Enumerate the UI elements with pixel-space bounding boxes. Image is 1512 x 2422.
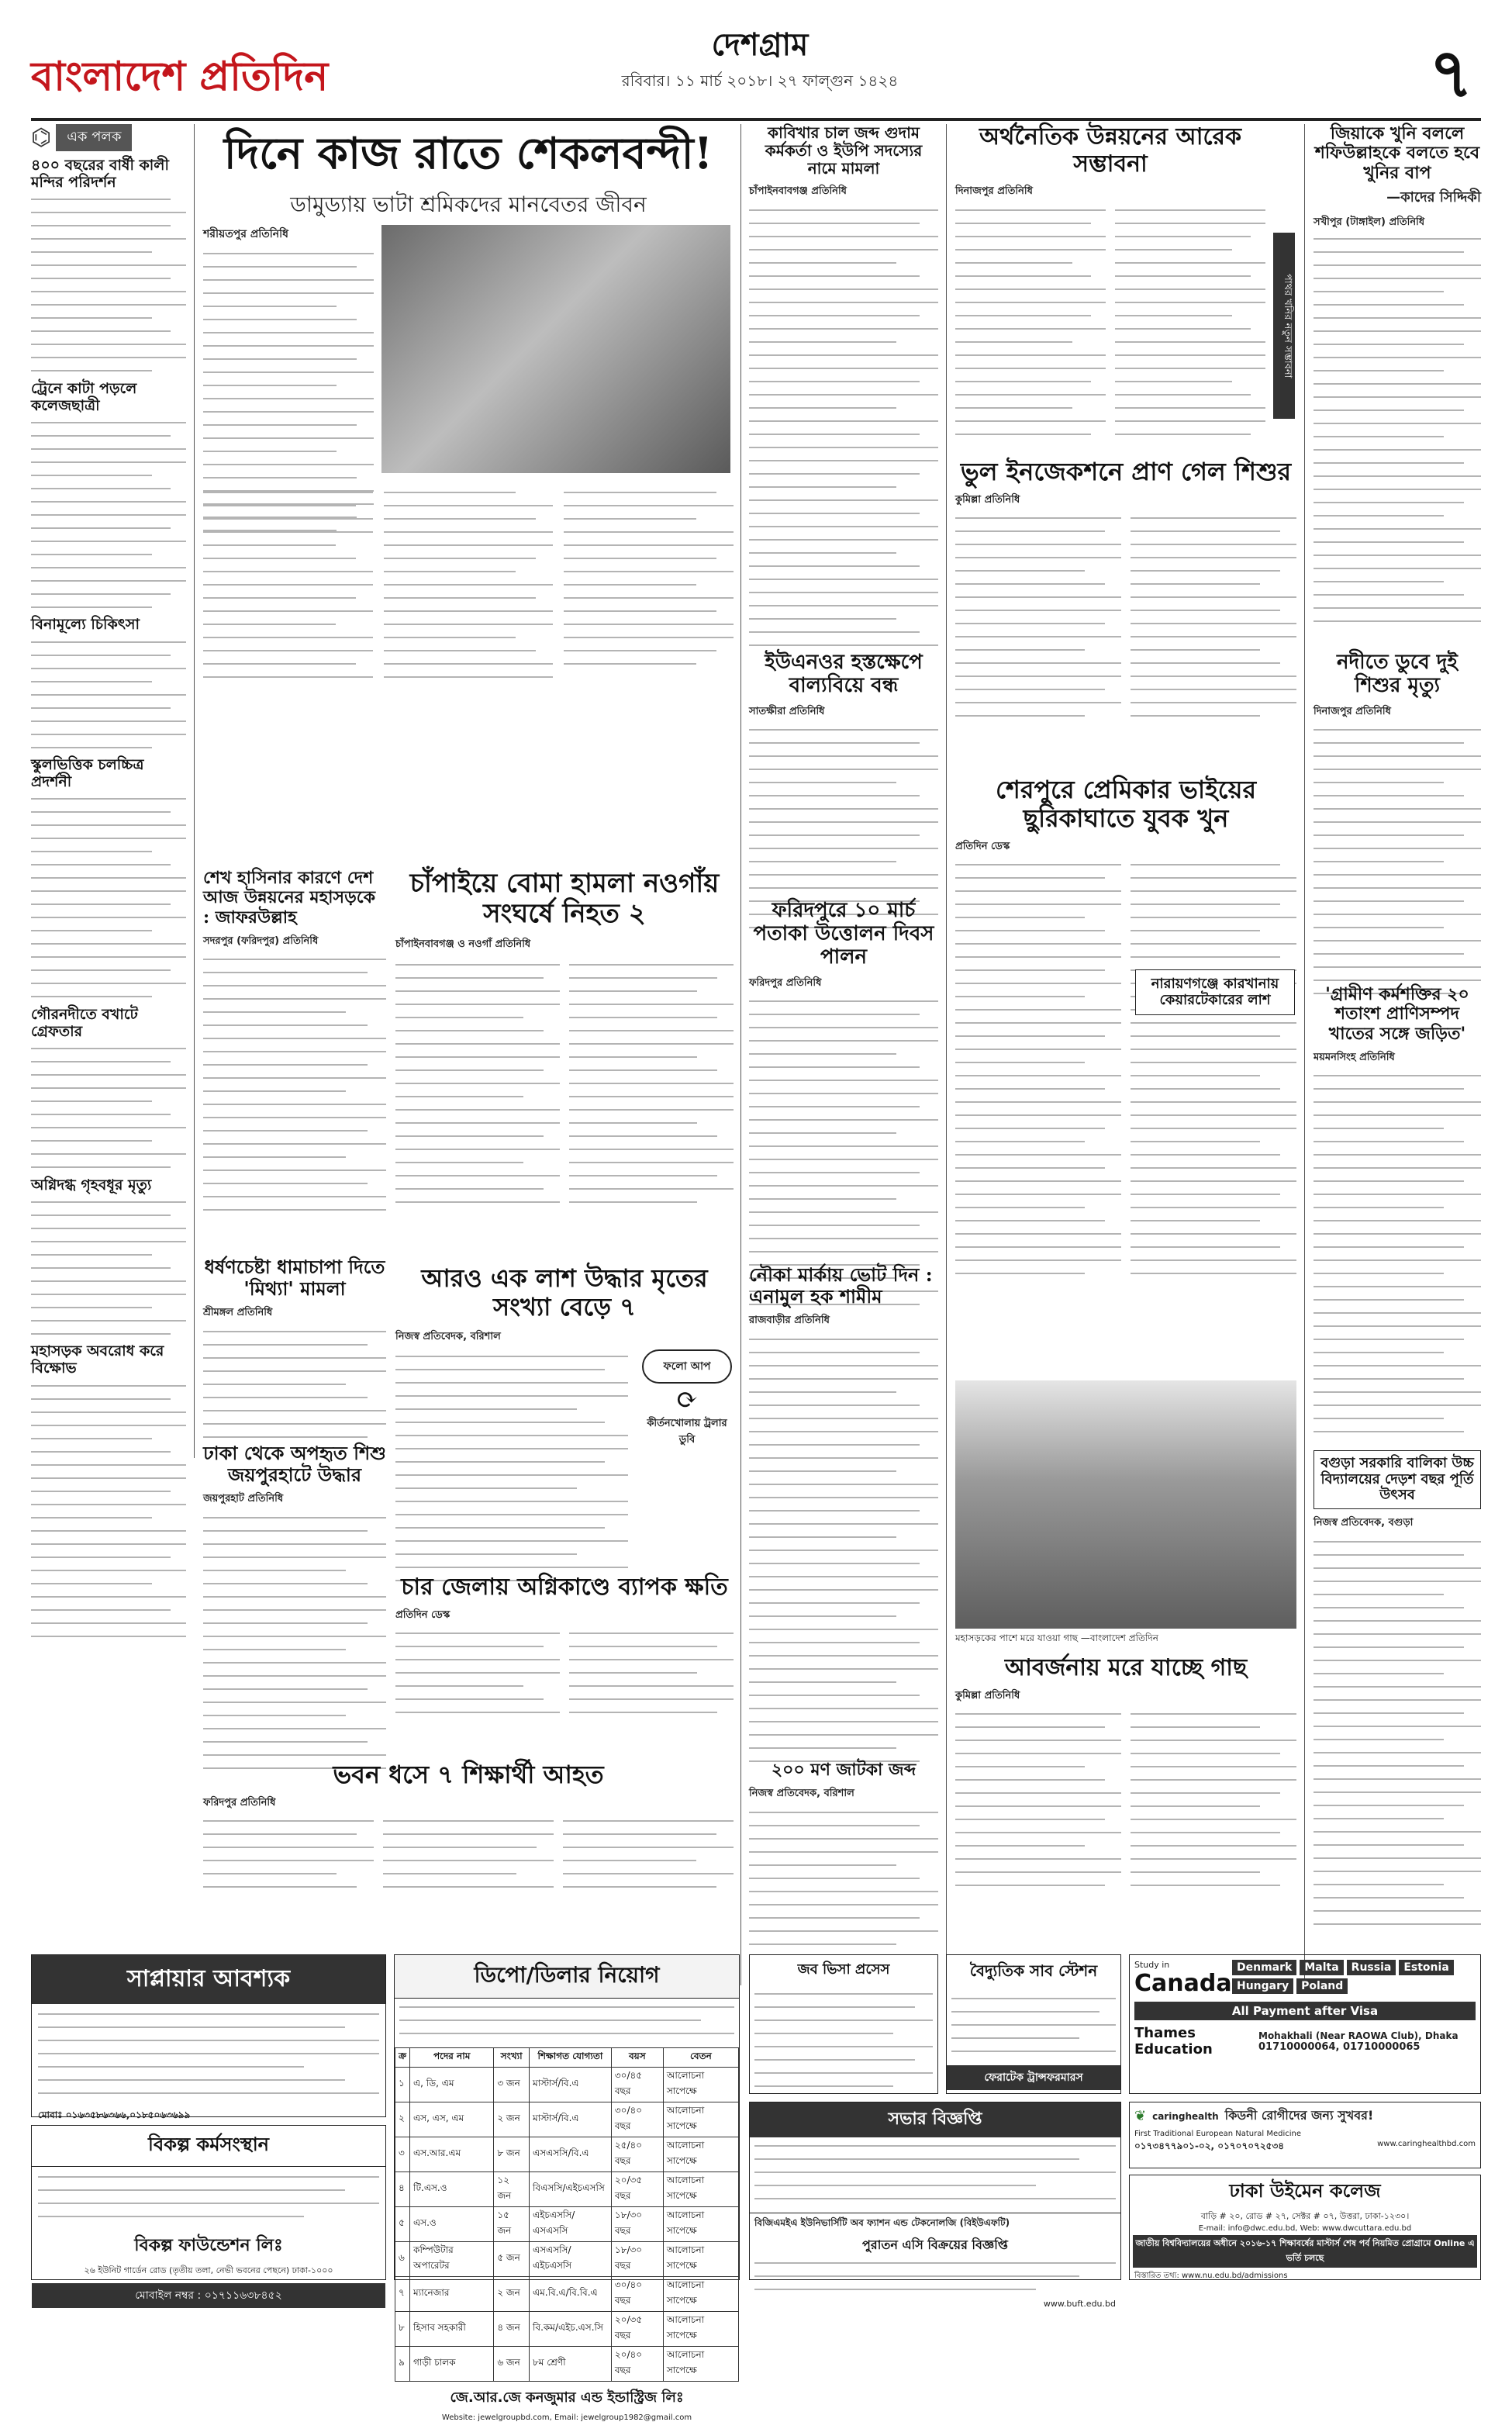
depot-table <box>395 2047 739 2382</box>
table-cell: ৩০/৪৫ বছর <box>611 2068 663 2102</box>
brief-item: ৪০০ বছরের বার্ষী কালী মন্দির পরিদর্শন <box>31 157 186 375</box>
brief-item: বিনামূল্যে চিকিৎসা <box>31 617 186 751</box>
story-rivers: নদীতে ডুবে দুই শিশুর মৃত্যু দিনাজপুর প্রতিনিধি <box>1314 651 1481 977</box>
story-economy: অর্থনৈতিক উন্নয়নের আরেক সম্ভাবনা দিনাজপুর প্রতিনিধি পাথর খনির নতুন সম্ভাবনা <box>955 124 1296 450</box>
table-cell: ম্যানেজার <box>410 2277 494 2312</box>
table-cell: ২ জন <box>494 2102 530 2137</box>
ad-visa: জব ভিসা প্রসেস <box>749 1954 938 2094</box>
table-cell: আলোচনা সাপেক্ষে <box>663 2068 738 2102</box>
country-tag: Russia <box>1347 1960 1396 1975</box>
table-cell: এইচএসসি/এসএসসি <box>529 2207 611 2242</box>
table-cell: এসএসসি/এইচএসসি <box>529 2242 611 2277</box>
country-tag: Poland <box>1296 1978 1348 1994</box>
trees-photo <box>955 1380 1296 1629</box>
ad-study: Study in Canada Denmark Malta Russia Estonia Hungary Poland All Payment after Visa Thames Education Mohakhali (Near RAOWA Club), Dhaka 01710000064, 01710000065 <box>1129 1954 1481 2094</box>
table-cell: আলোচনা সাপেক্ষে <box>663 2277 738 2312</box>
table-cell: আলোচনা সাপেক্ষে <box>663 2347 738 2382</box>
table-cell: ১৮/৩০ বছর <box>611 2242 663 2277</box>
table-cell: ৭ <box>395 2277 410 2312</box>
ad-supplier: সাপ্লায়ার আবশ্যক মোবাঃ ০১৬৩৫৮৬৩৬৬,০১৮৫০৬৩৬৯৯ <box>31 1954 386 2117</box>
table-cell: ৩০/৪০ বছর <box>611 2102 663 2137</box>
table-header: বয়স <box>611 2048 663 2068</box>
table-row <box>395 2347 739 2382</box>
table-cell: কম্পিউটার অপারেটর <box>410 2242 494 2277</box>
country-tag: Estonia <box>1399 1960 1453 1975</box>
brief-item: গৌরনদীতে বখাটে গ্রেফতার <box>31 1007 186 1171</box>
table-cell: ৩ জন <box>494 2068 530 2102</box>
lead-photo <box>381 225 730 473</box>
ad-substation: বৈদ্যুতিক সাব স্টেশন ফেরাটেক ট্রান্সফরমারস <box>946 1954 1121 2094</box>
newspaper-logo: বাংলাদেশ প্রতিদিন <box>31 54 329 100</box>
table-cell: আলোচনা সাপেক্ষে <box>663 2102 738 2137</box>
table-cell: ১২ জন <box>494 2172 530 2207</box>
table-cell: আলোচনা সাপেক্ষে <box>663 2312 738 2347</box>
page-number: ৭ <box>1428 33 1473 113</box>
swirl-icon: ⌬ <box>31 124 52 151</box>
table-cell: ৬ <box>395 2242 410 2277</box>
ad-alt-employment: বিকল্প কর্মসংস্থান বিকল্প ফাউন্ডেশন লিঃ ২৬ ইউনিট গার্ডেন রোড (তৃতীয় তলা, নেভী ভবনের পেছনে) ঢাকা-১০০০ মোবাইল নম্বর : ০১৭১১৬৩৮৪৫২ <box>31 2125 386 2280</box>
story-boat: নৌকা মার্কায় ভোট দিন : এনামুল হক শামীম রাজবাড়ীর প্রতিনিধি <box>749 1264 938 1760</box>
story-abduct: ঢাকা থেকে অপহৃত শিশু জয়পুরহাটে উদ্ধার জয়পুরহাট প্রতিনিধি <box>203 1442 386 1753</box>
table-header: বেতন <box>663 2048 738 2068</box>
table-cell: ৬ জন <box>494 2347 530 2382</box>
sherpur-inset: নারায়ণগঞ্জে কারখানায় কেয়ারটেকারের লাশ <box>1135 969 1295 1015</box>
table-header: পদের নাম <box>410 2048 494 2068</box>
table-row <box>395 2312 739 2347</box>
issue-date: রবিবার। ১১ মার্চ ২০১৮। ২৭ ফাল্গুন ১৪২৪ <box>621 71 899 90</box>
table-cell: ২০/৩৫ বছর <box>611 2312 663 2347</box>
table-cell: এসএসসি/বি.এ <box>529 2137 611 2172</box>
table-cell: ৩ <box>395 2137 410 2172</box>
table-cell: ২ <box>395 2102 410 2137</box>
table-cell: এস, এস, এম <box>410 2102 494 2137</box>
table-row <box>395 2068 739 2102</box>
story-injection: ভুল ইনজেকশনে প্রাণ গেল শিশুর কুমিল্লা প্রতিনিধি <box>955 458 1296 760</box>
table-cell: ৪ জন <box>494 2312 530 2347</box>
table-cell: টি.এস.ও <box>410 2172 494 2207</box>
table-cell: ৯ <box>395 2347 410 2382</box>
story-gramin: 'গ্রামীণ কর্মশক্তির ২০ শতাংশ প্রাণিসম্পদ খাতের সঙ্গে জড়িত' ময়মনসিংহ প্রতিনিধি <box>1314 985 1481 1442</box>
table-row <box>395 2242 739 2277</box>
table-cell: আলোচনা সাপেক্ষে <box>663 2207 738 2242</box>
ad-kidney: ❦ caringhealth কিডনী রোগীদের জন্য সুখবর! First Traditional European Natural Medicine ০১৭৩৪৭৭৯০১-০২, ০১৭০৭০৭২৫৩৪ www.caringhealthbd.com <box>1129 2102 1481 2168</box>
table-header: ক্র <box>395 2048 410 2068</box>
table-row <box>395 2102 739 2137</box>
table-cell: এস.ও <box>410 2207 494 2242</box>
story-sherpur: শেরপুরে প্রেমিকার ভাইয়ের ছুরিকাঘাতে যুবক খুন প্রতিদিন ডেস্ক নারায়ণগঞ্জে কারখানায় কেয়ারটেকারের লাশ <box>955 776 1296 1373</box>
table-cell: ৫ <box>395 2207 410 2242</box>
economy-side-tag: পাথর খনির নতুন সম্ভাবনা <box>1273 233 1295 419</box>
table-cell: ১৮/৩০ বছর <box>611 2207 663 2242</box>
story-fire: চার জেলায় অগ্নিকাণ্ডে ব্যাপক ক্ষতি প্রতিদিন ডেস্ক <box>395 1574 734 1753</box>
table-cell: মাস্টার্স/বি.এ <box>529 2102 611 2137</box>
table-cell: এস.আর.এম <box>410 2137 494 2172</box>
brief-item: ট্রেনে কাটা পড়লে কলেজছাত্রী <box>31 381 186 611</box>
table-cell: ২০/৩৫ বছর <box>611 2172 663 2207</box>
table-cell: ৩০/৪০ বছর <box>611 2277 663 2312</box>
story-eu: ইউএনওর হস্তক্ষেপে বাল্যবিয়ে বন্ধ সাতক্ষীরা প্রতিনিধি <box>749 651 938 892</box>
table-cell: মাস্টার্স/বি.এ <box>529 2068 611 2102</box>
table-cell: ২৫/৪০ বছর <box>611 2137 663 2172</box>
lead-body-continued <box>203 489 734 682</box>
table-row <box>395 2137 739 2172</box>
follow-up-badge: ফলো আপ ⟳ কীর্তনখোলায় ট্রলার ডুবি <box>642 1349 732 1449</box>
country-tag: Hungary <box>1232 1978 1293 1994</box>
refresh-icon: ⟳ <box>675 1384 699 1415</box>
table-cell: ৮ <box>395 2312 410 2347</box>
country-tag: Denmark <box>1232 1960 1296 1975</box>
table-header: সংখ্যা <box>494 2048 530 2068</box>
table-cell: ১৫ জন <box>494 2207 530 2242</box>
brief-item: স্কুলভিত্তিক চলচ্চিত্র প্রদর্শনী <box>31 757 186 1000</box>
story-sheikh: শেখ হাসিনার কারণে দেশ আজ উন্নয়নের মহাসড়কে : জাফরউল্লাহ সদরপুর (ফরিদপুর) প্রতিনিধি <box>203 869 386 1256</box>
ad-depot: ডিপো/ডিলার নিয়োগ ক্র পদের নাম সংখ্যা শিক্ষাগত যোগ্যতা বয়স বেতন ১ এ, ডি, এম ৩ জন মাস্টার্স/বি.এ ৩০/৪৫ বছর আলোচনা সাপেক্ষে ২ এস, এস, এম ২ জন মাস্টার্স/বি.এ ৩০/৪০ বছর আলোচনা সাপেক্ষে ৩ এস.আর.এম ৮ জন এসএসসি/বি.এ ২৫/৪০ বছর আলোচনা সাপেক্ষে ৪ টি.এস.ও ১২ জন বিএসসি/এইচএসসি ২০/৩৫ বছর আলোচনা সাপেক্ষে ৫ এস.ও ১৫ জন এইচএসসি/এসএসসি ১৮/৩০ বছর আলোচনা সাপেক্ষে ৬ কম্পিউটার অপারেটর ৫ জন এসএসসি/এইচএসসি ১৮/৩০ বছর আলোচনা সাপেক্ষে ৭ ম্যানেজার ২ জন এম.বি.এ/বি.বি.এ ৩০/৪০ বছর আলোচনা সাপেক্ষে ৮ হিসাব সহকারী ৪ জন বি.কম/এইচ.এস.সি ২০/৩৫ বছর আলোচনা সাপেক্ষে ৯ গাড়ী চালক ৬ জন ৮ম শ্রেণী ২০/৪০ বছর আলোচনা সাপেক্ষে জে.আর.জে কনজুমার এন্ড ইন্ডাস্ট্রিজ লিঃ Website: jewelgroupbd.com, Email: jewelgroup1982@gmail.com <box>394 1954 740 2280</box>
lead-story <box>203 124 734 884</box>
ad-notice: সভার বিজ্ঞপ্তি বিজিএমইএ ইউনিভার্সিটি অব ফ্যাশন এন্ড টেকনোলজি (বিইউএফটি) পুরাতন এসি বিক্রয়ের বিজ্ঞপ্তি www.buft.edu.bd <box>749 2102 1121 2280</box>
table-cell: গাড়ী চালক <box>410 2347 494 2382</box>
table-cell: এ, ডি, এম <box>410 2068 494 2102</box>
table-cell: আলোচনা সাপেক্ষে <box>663 2242 738 2277</box>
table-cell: ৪ <box>395 2172 410 2207</box>
story-godown: কাবিখার চাল জব্দ গুদাম কর্মকর্তা ও ইউপি সদস্যের নামে মামলা চাঁপাইনবাবগঞ্জ প্রতিনিধি <box>749 124 938 644</box>
masthead <box>31 14 1481 130</box>
section-name: দেশগ্রাম <box>711 27 809 63</box>
table-cell: ৫ জন <box>494 2242 530 2277</box>
table-cell: এম.বি.এ/বি.বি.এ <box>529 2277 611 2312</box>
table-header: শিক্ষাগত যোগ্যতা <box>529 2048 611 2068</box>
story-ziauk: জিয়াকে খুনি বললে শফিউল্লাহকে বলতে হবে খুনির বাপ —কাদের সিদ্দিকী সখীপুর (টাঙ্গাইল) প্রতিনিধি <box>1314 124 1481 644</box>
table-cell: আলোচনা সাপেক্ষে <box>663 2137 738 2172</box>
story-school: বগুড়া সরকারি বালিকা উচ্চ বিদ্যালয়ের দেড়শ বছর পূর্তি উৎসব নিজস্ব প্রতিবেদক, বগুড়া <box>1314 1450 1481 1985</box>
lead-body: শরীয়তপুর প্রতিনিধি <box>203 225 374 540</box>
table-cell: বি.কম/এইচ.এস.সি <box>529 2312 611 2347</box>
table-row <box>395 2172 739 2207</box>
brief-item: অগ্নিদগ্ধ গৃহবধূর মৃত্যু <box>31 1177 186 1338</box>
lead-subhead: ডামুড্যায় ভাটা শ্রমিকদের মানবেতর জীবন <box>290 192 647 218</box>
story-trees: মহাসড়কের পাশে মরে যাওয়া গাছ —বাংলাদেশ প্রতিদিন আবর্জনায় মরে যাচ্ছে গাছ কুমিল্লা প্রতিনিধি <box>955 1380 1296 1985</box>
story-bodies: আরও এক লাশ উদ্ধার মৃতের সংখ্যা বেড়ে ৭ নিজস্ব প্রতিবেদক, বরিশাল ফলো আপ ⟳ কীর্তনখোলায় ট্রলার ডুবি <box>395 1264 734 1567</box>
briefs-label: এক পলক <box>56 124 132 151</box>
story-flag: ফরিদপুরে ১০ মার্চ পতাকা উত্তোলন দিবস পালন ফরিদপুর প্রতিনিধি <box>749 900 938 1256</box>
table-row <box>395 2207 739 2242</box>
story-chapai: চাঁপাইয়ে বোমা হামলা নওগাঁয় সংঘর্ষে নিহত ২ চাঁপাইনবাবগঞ্জ ও নওগাঁ প্রতিনিধি <box>395 869 734 1256</box>
story-building: ভবন ধসে ৭ শিক্ষার্থী আহত ফরিদপুর প্রতিনিধি <box>203 1760 734 1947</box>
story-rape: ধর্ষণচেষ্টা ধামাচাপা দিতে 'মিথ্যা' মামলা শ্রীমঙ্গল প্রতিনিধি <box>203 1256 386 1753</box>
story-jatka: ২০০ মণ জাটকা জব্দ নিজস্ব প্রতিবেদক, বরিশাল <box>749 1760 938 1947</box>
table-cell: ১ <box>395 2068 410 2102</box>
table-cell: ২০/৪০ বছর <box>611 2347 663 2382</box>
table-cell: হিসাব সহকারী <box>410 2312 494 2347</box>
briefs-column <box>31 124 186 1458</box>
country-tag: Malta <box>1300 1960 1343 1975</box>
table-cell: ২ জন <box>494 2277 530 2312</box>
lead-headline: দিনে কাজ রাতে শেকলবন্দী! <box>223 128 713 179</box>
table-cell: ৮ম শ্রেণী <box>529 2347 611 2382</box>
table-row <box>395 2277 739 2312</box>
table-cell: আলোচনা সাপেক্ষে <box>663 2172 738 2207</box>
table-cell: ৮ জন <box>494 2137 530 2172</box>
leaf-icon: ❦ <box>1134 2108 1147 2124</box>
brief-item: মহাসড়ক অবরোধ করে বিক্ষোভ <box>31 1343 186 1639</box>
table-cell: বিএসসি/এইচএসসি <box>529 2172 611 2207</box>
ad-women-college: ঢাকা উইমেন কলেজ বাড়ি # ২০, রোড # ২৭, সেক্টর # ০৭, উত্তরা, ঢাকা-১২৩০। E-mail: info@dwc.edu.bd, Web: www.dwcuttara.edu.bd জাতীয় বিশ্ববিদ্যালয়ের অধীনে ২০১৬-১৭ শিক্ষাবর্ষের মাস্টার্স শেষ পর্ব নিয়মিত প্রোগ্রামে Online এ ভর্তি চলছে বিস্তারিত তথ্য: www.nu.edu.bd/admissions <box>1129 2175 1481 2280</box>
